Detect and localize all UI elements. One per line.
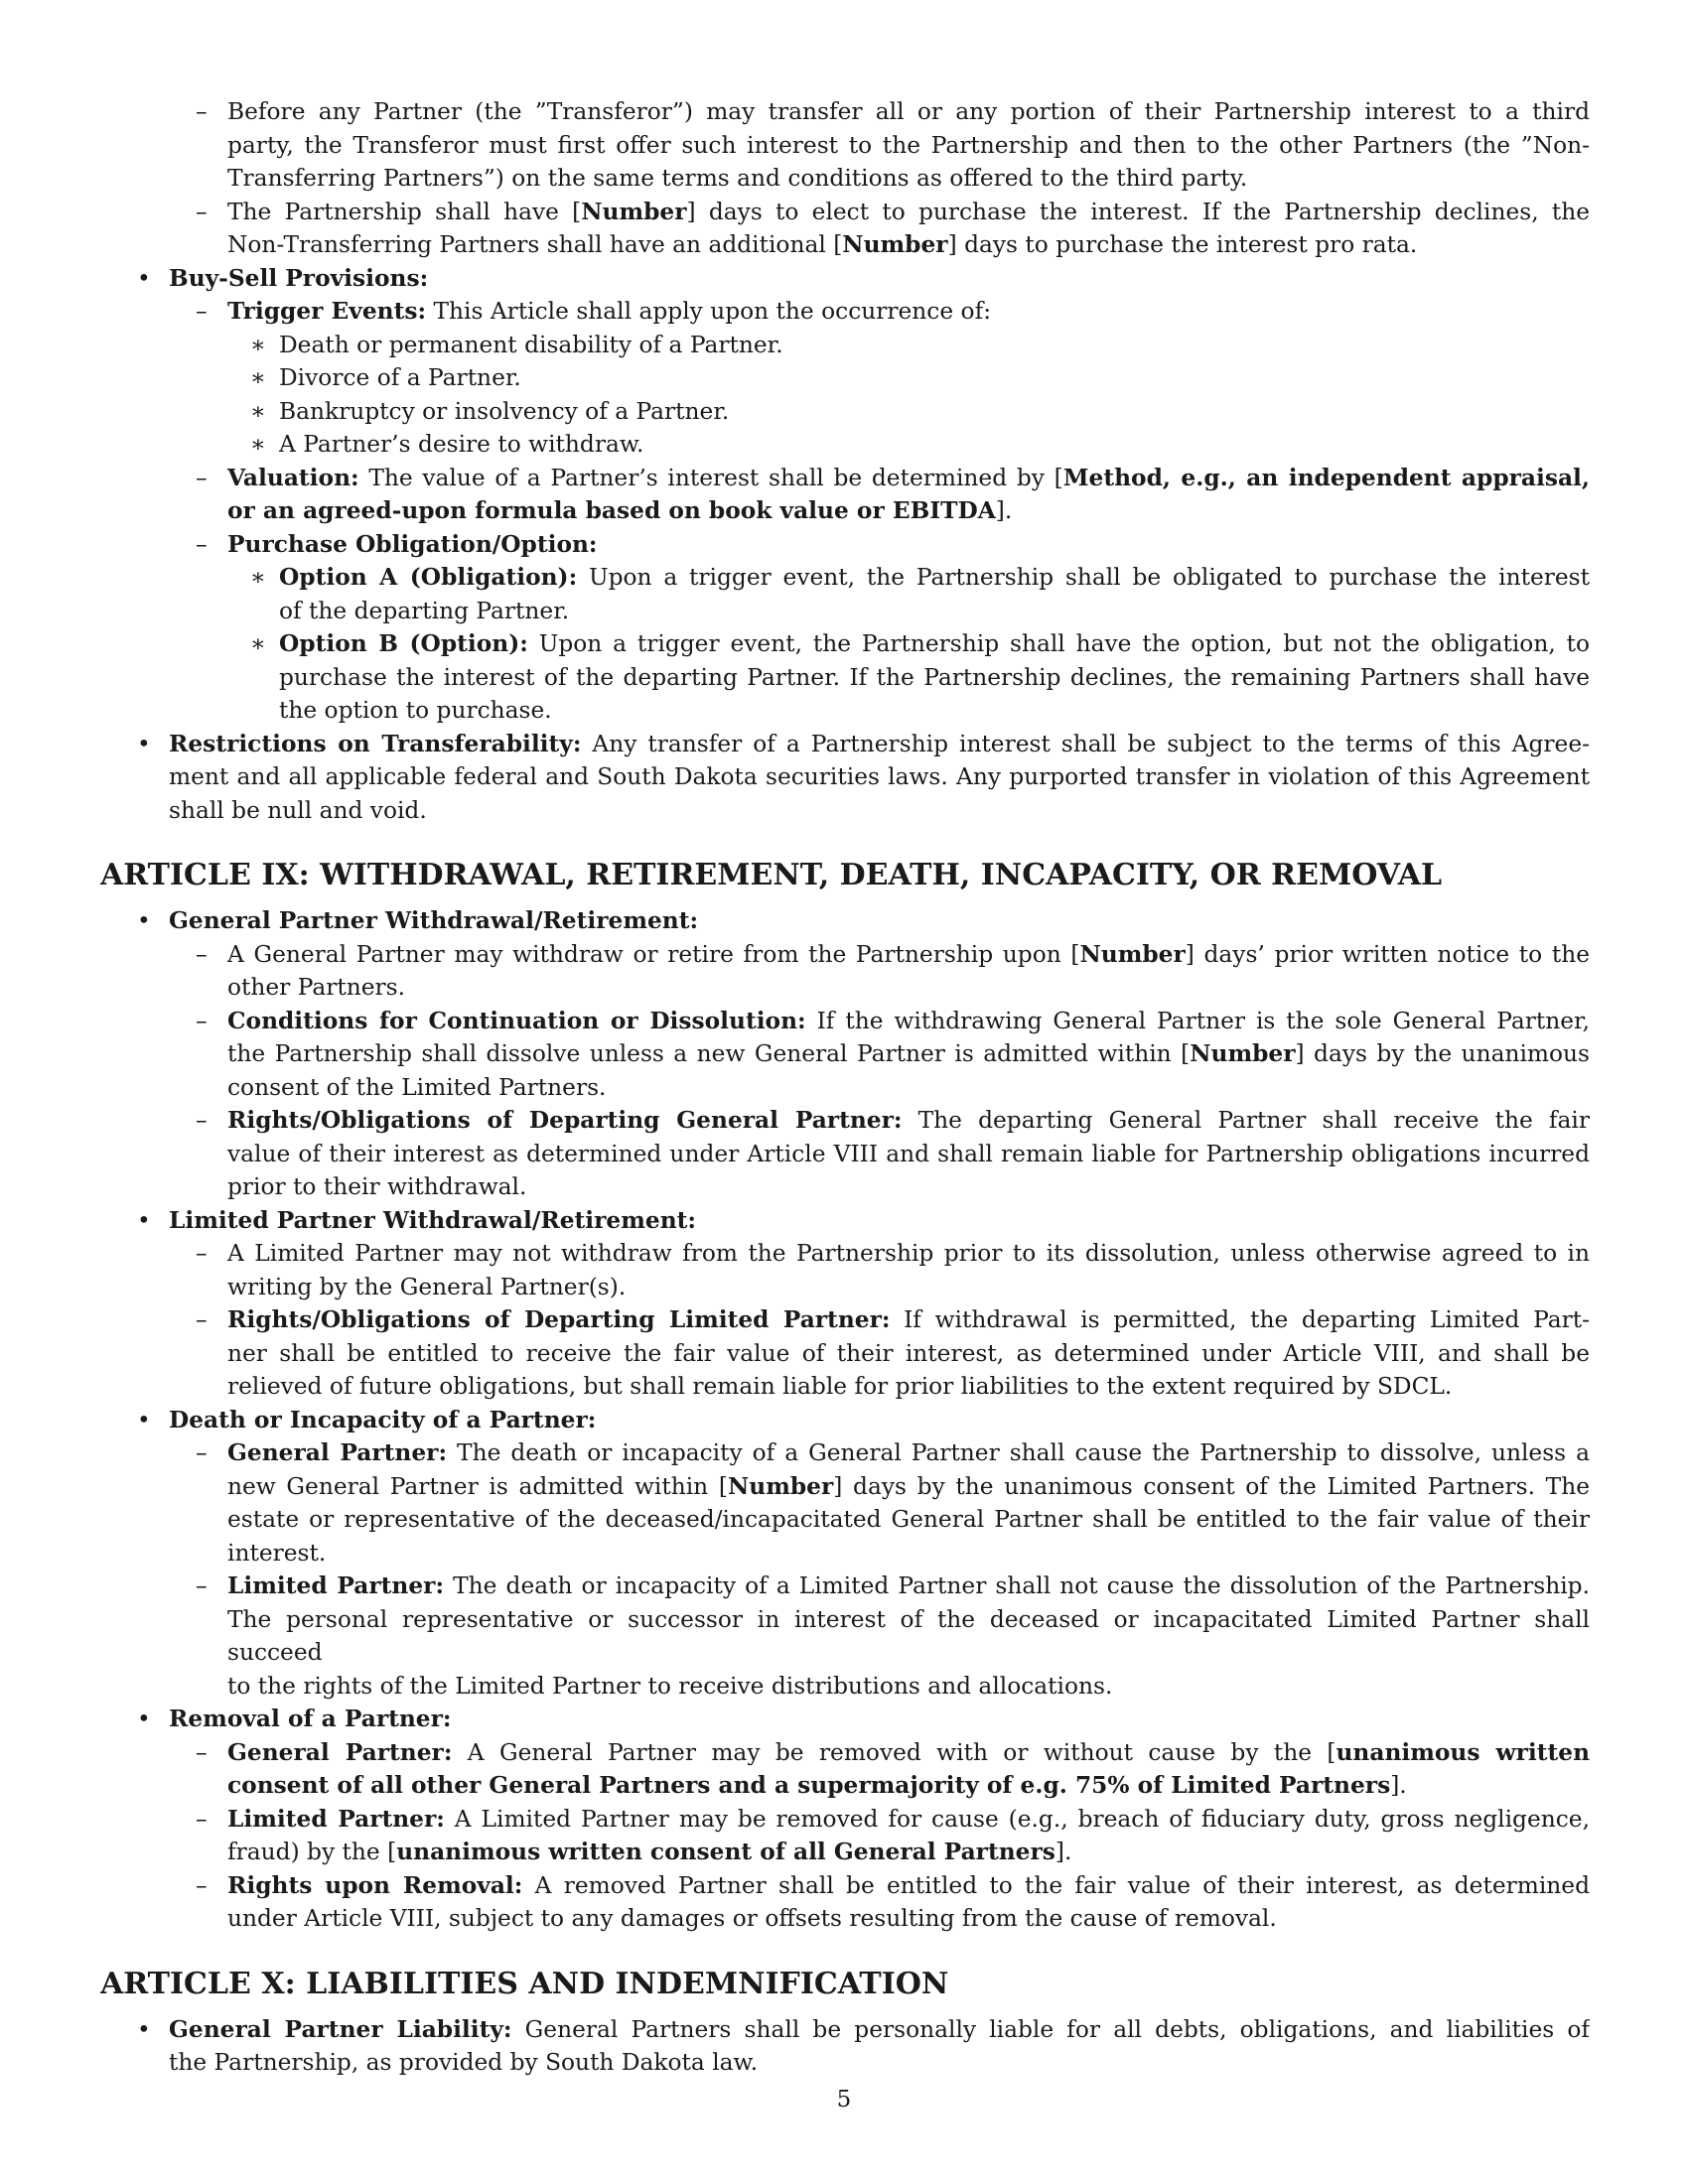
lp-rights: – Rights/Obligations of Departing Limited Partner: If withdrawal is permitted, the departing Limited Part- (196, 1306, 1590, 1333)
option-a: ∗ Option A (Obligation): Upon a trigger event, the Partnership shall be obligated to purchase the interest (250, 564, 1590, 591)
purchase-obligation: – Purchase Obligation/Option: (196, 530, 598, 558)
trigger-event-item: ∗ Bankruptcy or insolvency of a Partner. (250, 397, 730, 425)
gp-liability: • General Partner Liability: General Partners shall be personally liable for all debts, obligations, and liabilities of (137, 2015, 1590, 2043)
restrictions: • Restrictions on Transferability: Any transfer of a Partnership interest shall be subject to the terms of this Agree- (137, 730, 1590, 757)
page-number: 5 (836, 2087, 852, 2113)
buysell-section: • Buy-Sell Provisions: (137, 264, 429, 292)
trigger-event-item: ∗ Divorce of a Partner. (250, 364, 521, 391)
death-lp: – Limited Partner: The death or incapacity of a Limited Partner shall not cause the dissolution of the Partnership. (196, 1572, 1590, 1599)
gp-rights: – Rights/Obligations of Departing General Partner: The departing General Partner shall receive the fair (196, 1107, 1590, 1134)
rofr-item: – The Partnership shall have [Number] days to elect to purchase the interest. If the Partnership declines, the (196, 198, 1590, 225)
removal-lp: – Limited Partner: A Limited Partner may be removed for cause (e.g., breach of fiduciary duty, gross negligence, (196, 1805, 1590, 1833)
option-b: ∗ Option B (Option): Upon a trigger event, the Partnership shall have the option, but not the obligation, to (250, 630, 1590, 657)
removal: • Removal of a Partner: (137, 1706, 452, 1732)
gp-withdrawal: • General Partner Withdrawal/Retirement: (137, 907, 699, 934)
death-incapacity: • Death or Incapacity of a Partner: (137, 1406, 597, 1433)
article-10-heading: ARTICLE X: LIABILITIES AND INDEMNIFICATION (100, 1966, 949, 2001)
valuation: – Valuation: The value of a Partner’s interest shall be determined by [Method, e.g., an independent appraisal, (196, 464, 1590, 491)
trigger-events: – Trigger Events: This Article shall apply upon the occurrence of: (196, 298, 992, 325)
buysell-title: Buy-Sell Provisions: (169, 264, 429, 292)
death-gp: – General Partner: The death or incapacity of a General Partner shall cause the Partnership to dissolve, unless a (196, 1439, 1590, 1466)
trigger-event-item: ∗ A Partner’s desire to withdraw. (250, 431, 644, 458)
trigger-event-item: ∗ Death or permanent disability of a Partner. (250, 331, 783, 358)
removal-gp: – General Partner: A General Partner may be removed with or without cause by the [unanimous written (196, 1738, 1590, 1766)
rofr-item: – Before any Partner (the ”Transferor”) may transfer all or any portion of their Partnership interest to a third (196, 98, 1590, 125)
lp-withdrawal: • Limited Partner Withdrawal/Retirement: (137, 1206, 697, 1234)
continuation: – Conditions for Continuation or Dissolution: If the withdrawing General Partner is the sole General Partner, (196, 1007, 1590, 1034)
document-page: – Before any Partner (the ”Transferor”) may transfer all or any portion of their Partnership interest to a third party, the Transferor must first offer such interest to the Partnership and then to the other Partners (the ”Non- Transferring Partners”) on the same terms and conditions as offered to the third party. – The Partnership shall have [Number] days to elect to purchase the interest. If the Partnership declines, the Non-Transferring Partners shall have an additional [Number] days to purchase the interest pro rata. • Buy-Sell Provisions: – Trigger Events: This Article shall apply upon the occurrence of: ∗ Death or permanent disability of a Partner. ∗ Divorce of a Partner. ∗ Bankruptcy or insolvency of a Partner. ∗ A Partner’s desire to withdraw. – Valuation: The value of a Partner’s interest shall be determined by [Method, e.g., an independent appraisal, or an agreed-upon formula based on book value or EBITDA]. – Purchase Obligation/Option: ∗ Option A (Obligation): Upon a trigger event, the Partnership shall be obligated to purchase the interest of the departing Partner. ∗ Option B (Option): Upon a trigger event, the Partnership shall have the option, but not the obligation, to purchase the interest of the departing Partner. If the Partnership declines, the remaining Partners shall have the option to purchase. • Restrictions on Transferability: Any transfer of a Partnership interest shall be subject to the terms of this Agree- ment and all applicable federal and South Dakota securities laws. Any purported transfer in violation of this Agreement shall be null and void. ARTICLE IX: WITHDRAWAL, RETIREMENT, DEATH, INCAPACITY, OR REMOVAL • General Partner Withdrawal/Retirement: – A General Partner may withdraw or retire from the Partnership upon [Number] days’ prior written notice to the other Partners. – Conditions for Continuation or Dissolution: If the withdrawing General Partner is the sole General Partner, the Partnership shall dissolve unless a new General Partner is admitted within [Number] days by the unanimous consent of the Limited Partners. – Rights/Obligations of Departing General Partner: The departing General Partner shall receive the fair value of their interest as determined under Article VIII and shall remain liable for Partnership obligations incurred prior to their withdrawal. • Limited Partner Withdrawal/Retirement: – A Limited Partner may not withdraw from the Partnership prior to its dissolution, unless otherwise agreed to in writing by the General Partner(s). – Rights/Obligations of Departing Limited Partner: If withdrawal is permitted, the departing Limited Part- ner shall be entitled to receive the fair value of their interest, as determined under Article VIII, and shall be relieved of future obligations, but shall remain liable for prior liabilities to the extent required by SDCL. • Death or Incapacity of a Partner: – General Partner: The death or incapacity of a General Partner shall cause the Partnership to dissolve, unless a new General Partner is admitted within [Number] days by the unanimous consent of the Limited Partners. The estate or representative of the deceased/incapacitated General Partner shall be entitled to the fair value of their interest. – Limited Partner: The death or incapacity of a Limited Partner shall not cause the dissolution of the Partnership. The personal representative or successor in interest of the deceased or incapacitated Limited Partner shall succeed to the rights of the Limited Partner to receive distributions and allocations. • Removal of a Partner: – General Partner: A General Partner may be removed with or without cause by the [unanimous written consent of all other General Partners and a supermajority of e.g. 75% of Limited Partners]. – Limited Partner: A Limited Partner may be removed for cause (e.g., breach of fiduciary duty, gross negligence, fraud) by the [unanimous written consent of all General Partners]. – Rights upon Removal: A removed Partner shall be entitled to the fair value of their interest, as determined under Article VIII, subject to any damages or offsets resulting from the cause of removal. ARTICLE X: LIABILITIES AND INDEMNIFICATION • General Partner Liability: General Partners shall be personally liable for all debts, obligations, and liabilities of the Partnership, as provided by South Dakota law. (100, 95, 1590, 2120)
article-9-heading: ARTICLE IX: WITHDRAWAL, RETIREMENT, DEATH, INCAPACITY, OR REMOVAL (100, 858, 1443, 892)
removal-rights: – Rights upon Removal: A removed Partner shall be entitled to the fair value of their interest, as determined (196, 1871, 1590, 1899)
